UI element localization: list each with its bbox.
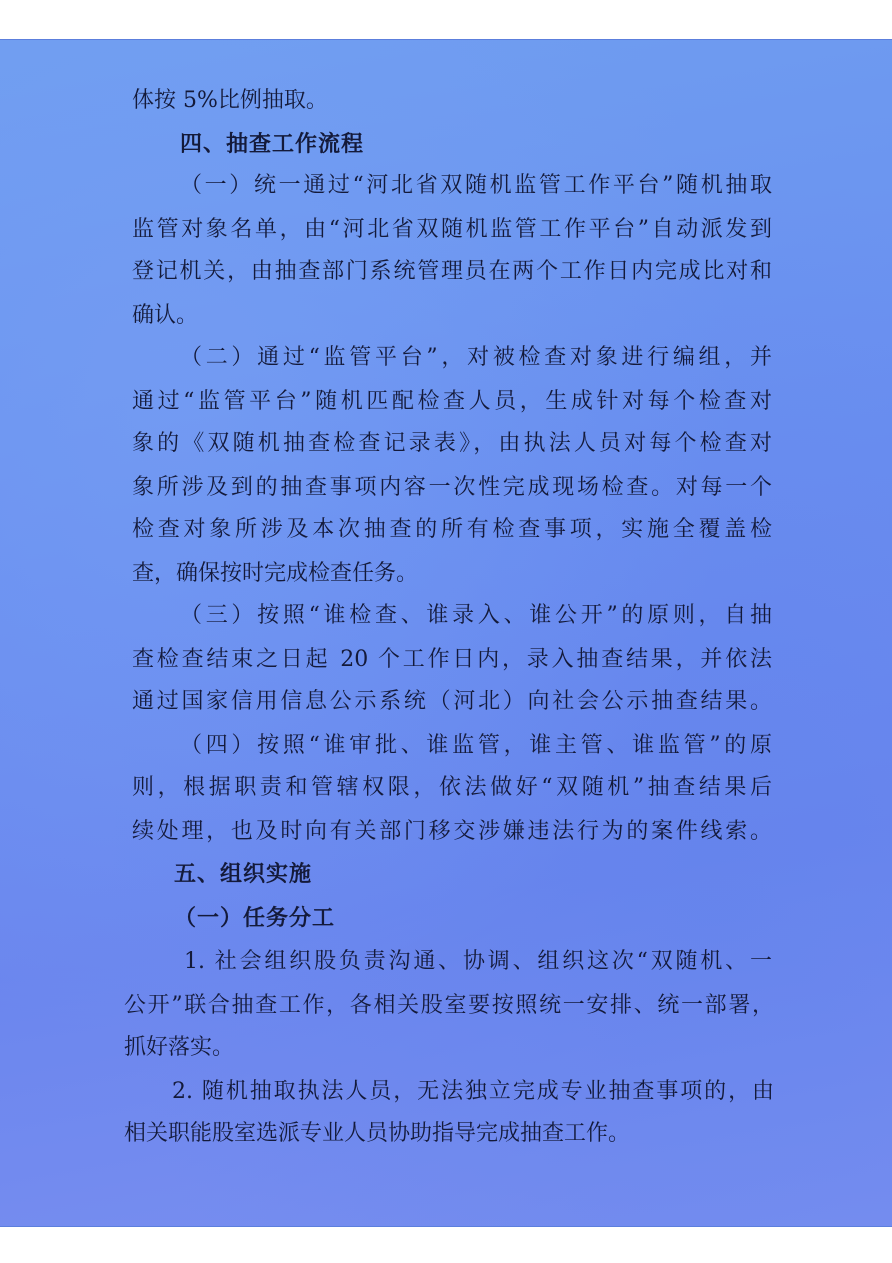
text-line-6: 确认。 [132,303,199,328]
text-line-8: 通过“监管平台”随机匹配检查人员，生成针对每个检查对 [132,389,772,414]
text-line-11: 检查对象所涉及本次抽查的所有检查事项，实施全覆盖检 [132,517,772,542]
text-line-3: （一）统一通过“河北省双随机监管工作平台”随机抽取 [180,173,772,198]
text-line-5: 登记机关，由抽查部门系统管理员在两个工作日内完成比对和 [132,259,772,284]
text-line-24: 2. 随机抽取执法人员，无法独立完成专业抽查事项的，由 [172,1079,774,1104]
text-line-4: 监管对象名单，由“河北省双随机监管工作平台”自动派发到 [132,217,772,242]
text-line-16: （四）按照“谁审批、谁监管，谁主管、谁监管”的原 [180,733,772,758]
section-heading-5: 五、组织实施 [174,861,313,887]
text-line-13: （三）按照“谁检查、谁录入、谁公开”的原则，自抽 [180,603,772,628]
section-heading-4: 四、抽查工作流程 [180,131,365,157]
text-line-7: （二）通过“监管平台”，对被检查对象进行编组，并 [180,345,772,370]
text-line-22: 公开”联合抽查工作，各相关股室要按照统一安排、统一部署， [124,993,774,1018]
text-line-23: 抓好落实。 [124,1035,235,1060]
text-line-10: 象所涉及到的抽查事项内容一次性完成现场检查。对每一个 [132,475,772,500]
text-line-21: 1. 社会组织股负责沟通、协调、组织这次“双随机、一 [184,949,772,974]
document-page [0,40,892,1226]
text-line-15: 通过国家信用信息公示系统（河北）向社会公示抽查结果。 [132,689,772,714]
text-line-17: 则，根据职责和管辖权限，依法做好“双随机”抽查结果后 [132,775,772,800]
text-line-9: 象的《双随机抽查检查记录表》，由执法人员对每个检查对 [132,431,772,456]
text-line-25: 相关职能股室选派专业人员协助指导完成抽查工作。 [124,1121,631,1146]
text-line-1: 体按 5%比例抽取。 [132,88,328,113]
text-line-18: 续处理，也及时向有关部门移交涉嫌违法行为的案件线索。 [132,819,772,844]
text-line-14: 查检查结束之日起 20 个工作日内，录入抽查结果，并依法 [132,647,772,672]
text-line-12: 查，确保按时完成检查任务。 [132,561,419,586]
subsection-heading-1: （一）任务分工 [174,905,336,931]
